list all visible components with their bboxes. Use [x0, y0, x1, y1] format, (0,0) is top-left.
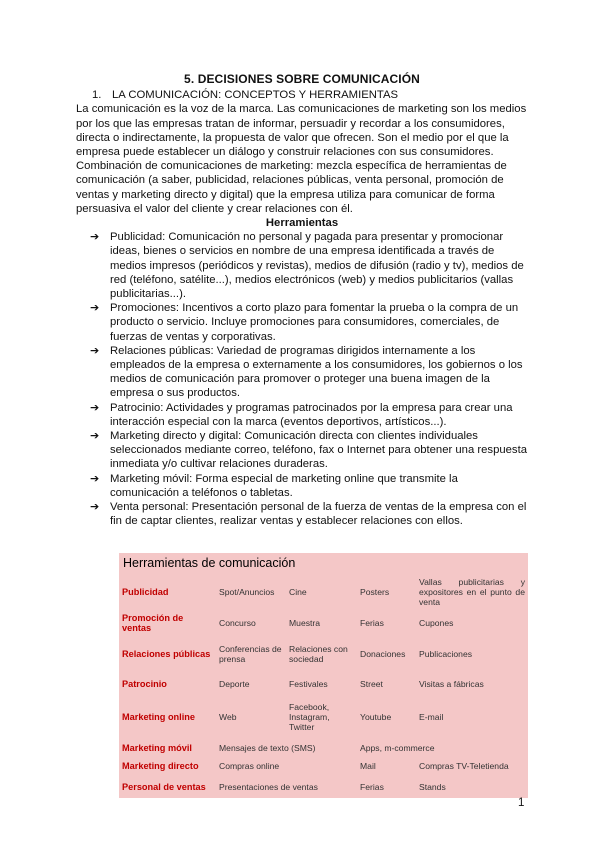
row-header-cell: Promoción de ventas	[122, 613, 184, 633]
table-cell: Cupones	[419, 618, 454, 628]
table-cell: Street	[360, 679, 383, 689]
table-cell: E-mail	[419, 712, 444, 722]
row-header-cell: Marketing directo	[122, 761, 199, 771]
table-cell: Festivales	[289, 679, 328, 689]
arrow-icon: ➔	[90, 231, 100, 244]
section-number: 1.	[92, 89, 102, 102]
table-caption: Herramientas de comunicación	[123, 556, 296, 570]
table-cell: Concurso	[219, 618, 256, 628]
list-item: ➔ Promociones: Incentivos a corto plazo para fomentar la prueba o la compra de un producto o servicio. Incluye promociones para consumidores, comerciales, de fuerzas de ventas y corporativas.	[90, 302, 519, 343]
arrow-icon: ➔	[90, 344, 100, 357]
row-header-cell: Publicidad	[122, 587, 169, 597]
arrow-icon: ➔	[90, 472, 100, 485]
tools-heading: Herramientas	[265, 217, 339, 230]
table-cell: Cine	[289, 587, 307, 597]
list-item: ➔ Marketing móvil: Forma especial de marketing online que transmite la comunicación a teléfonos o tabletas.	[90, 472, 458, 499]
table-cell: Facebook, Instagram, Twitter	[289, 702, 330, 732]
table-cell: Donaciones	[360, 649, 406, 659]
tools-list	[76, 230, 528, 528]
table-row	[119, 739, 528, 756]
table-cell: Compras online	[219, 761, 280, 771]
arrow-icon: ➔	[90, 401, 100, 414]
table-cell: Spot/Anuncios	[219, 587, 275, 597]
table-row	[119, 695, 528, 739]
row-header-cell: Personal de ventas	[122, 782, 206, 792]
section-title: LA COMUNICACIÓN: CONCEPTOS Y HERRAMIENTAS	[112, 89, 399, 102]
table-cell: Compras TV-Teletienda	[419, 761, 509, 771]
table-row	[119, 776, 528, 798]
list-item: ➔ Publicidad: Comunicación no personal y pagada para presentar y promocionar ideas, bienes o servicios en nombre de una empresa identificada a través de medios impresos (periódicos y revistas), medios de difusión (radio y tv), medios de red (teléfono, satélite...), medios electrónicos (web) y medios publicitarios (vallas publicitarias...).	[90, 231, 524, 301]
page-content	[76, 72, 528, 529]
table-cell: Youtube	[360, 712, 392, 722]
table-cell: Ferias	[360, 782, 384, 792]
table-cell: Relaciones con sociedad	[289, 644, 348, 664]
chapter-heading: 5. DECISIONES SOBRE COMUNICACIÓN	[184, 72, 420, 86]
intro-paragraph: La comunicación es la voz de la marca. Las comunicaciones de marketing son los medios por los que las empresas tratan de informar, persuadir y recordar a los consumidores, directa o indirectamente, la propuesta de valor que ofrecen. Son el medio por el que la empresa puede establecer un diálogo y construir relaciones con sus consumidores.	[76, 103, 527, 159]
row-header-cell: Patrocinio	[122, 679, 167, 689]
table-cell: Conferencias de prensa	[219, 644, 282, 664]
row-header-cell: Marketing móvil	[122, 742, 192, 753]
list-item: ➔ Marketing directo y digital: Comunicación directa con clientes individuales seleccionados mediante correo, teléfono, fax o Internet para obtener una respuesta inmediata y/o cultivar relaciones duraderas.	[90, 430, 527, 471]
combination-paragraph: Combinación de comunicaciones de marketing: mezcla específica de herramientas de comunicación (a saber, publicidad, relaciones públicas, venta personal, promoción de ventas y marketing directo y digital) que la empresa utiliza para comunicar de forma persuasiva el valor del cliente y crear relaciones con él.	[76, 160, 507, 215]
table-cell: Stands	[419, 782, 446, 792]
table-cell: Mail	[360, 761, 376, 771]
table-cell: Posters	[360, 587, 390, 597]
tools-table-image	[119, 553, 528, 798]
table-cell: Web	[219, 712, 237, 722]
row-header-cell: Marketing online	[122, 712, 195, 722]
arrow-icon: ➔	[90, 302, 100, 315]
list-item: ➔ Patrocinio: Actividades y programas patrocinados por la empresa para crear una interacción especial con la marca (eventos deportivos, artísticos...).	[90, 401, 513, 428]
table-row	[119, 611, 528, 635]
row-header-cell: Relaciones públicas	[122, 649, 211, 659]
list-item: ➔ Venta personal: Presentación personal de la fuerza de ventas de la empresa con el fin de captar clientes, realizar ventas y establecer relaciones con ellos.	[90, 501, 527, 528]
table-row	[119, 635, 528, 673]
table-row	[119, 673, 528, 695]
page-number: 1	[518, 797, 525, 809]
table-cell: Apps, m-commerce	[360, 742, 435, 753]
list-item: ➔ Relaciones públicas: Variedad de programas dirigidos internamente a los empleados de la empresa o externamente a los consumidores, los gobiernos o los medios de comunicación para promover o proteger una buena imagen de la empresa o sus productos.	[90, 344, 523, 400]
table-cell: Muestra	[289, 618, 321, 628]
table-cell: Deporte	[219, 679, 250, 689]
tools-table	[119, 573, 528, 798]
table-cell: Presentaciones de ventas	[219, 782, 318, 792]
arrow-icon: ➔	[90, 430, 100, 443]
section-heading	[92, 88, 528, 102]
table-cell: Vallas publicitarias y expositores en el punto de venta	[419, 577, 525, 607]
arrow-icon: ➔	[90, 501, 100, 514]
table-cell: Visitas a fábricas	[419, 679, 484, 689]
table-row	[119, 573, 528, 611]
table-cell: Ferias	[360, 618, 384, 628]
table-cell: Mensajes de texto (SMS)	[219, 742, 316, 753]
table-row	[119, 756, 528, 776]
table-cell: Publicaciones	[419, 649, 473, 659]
